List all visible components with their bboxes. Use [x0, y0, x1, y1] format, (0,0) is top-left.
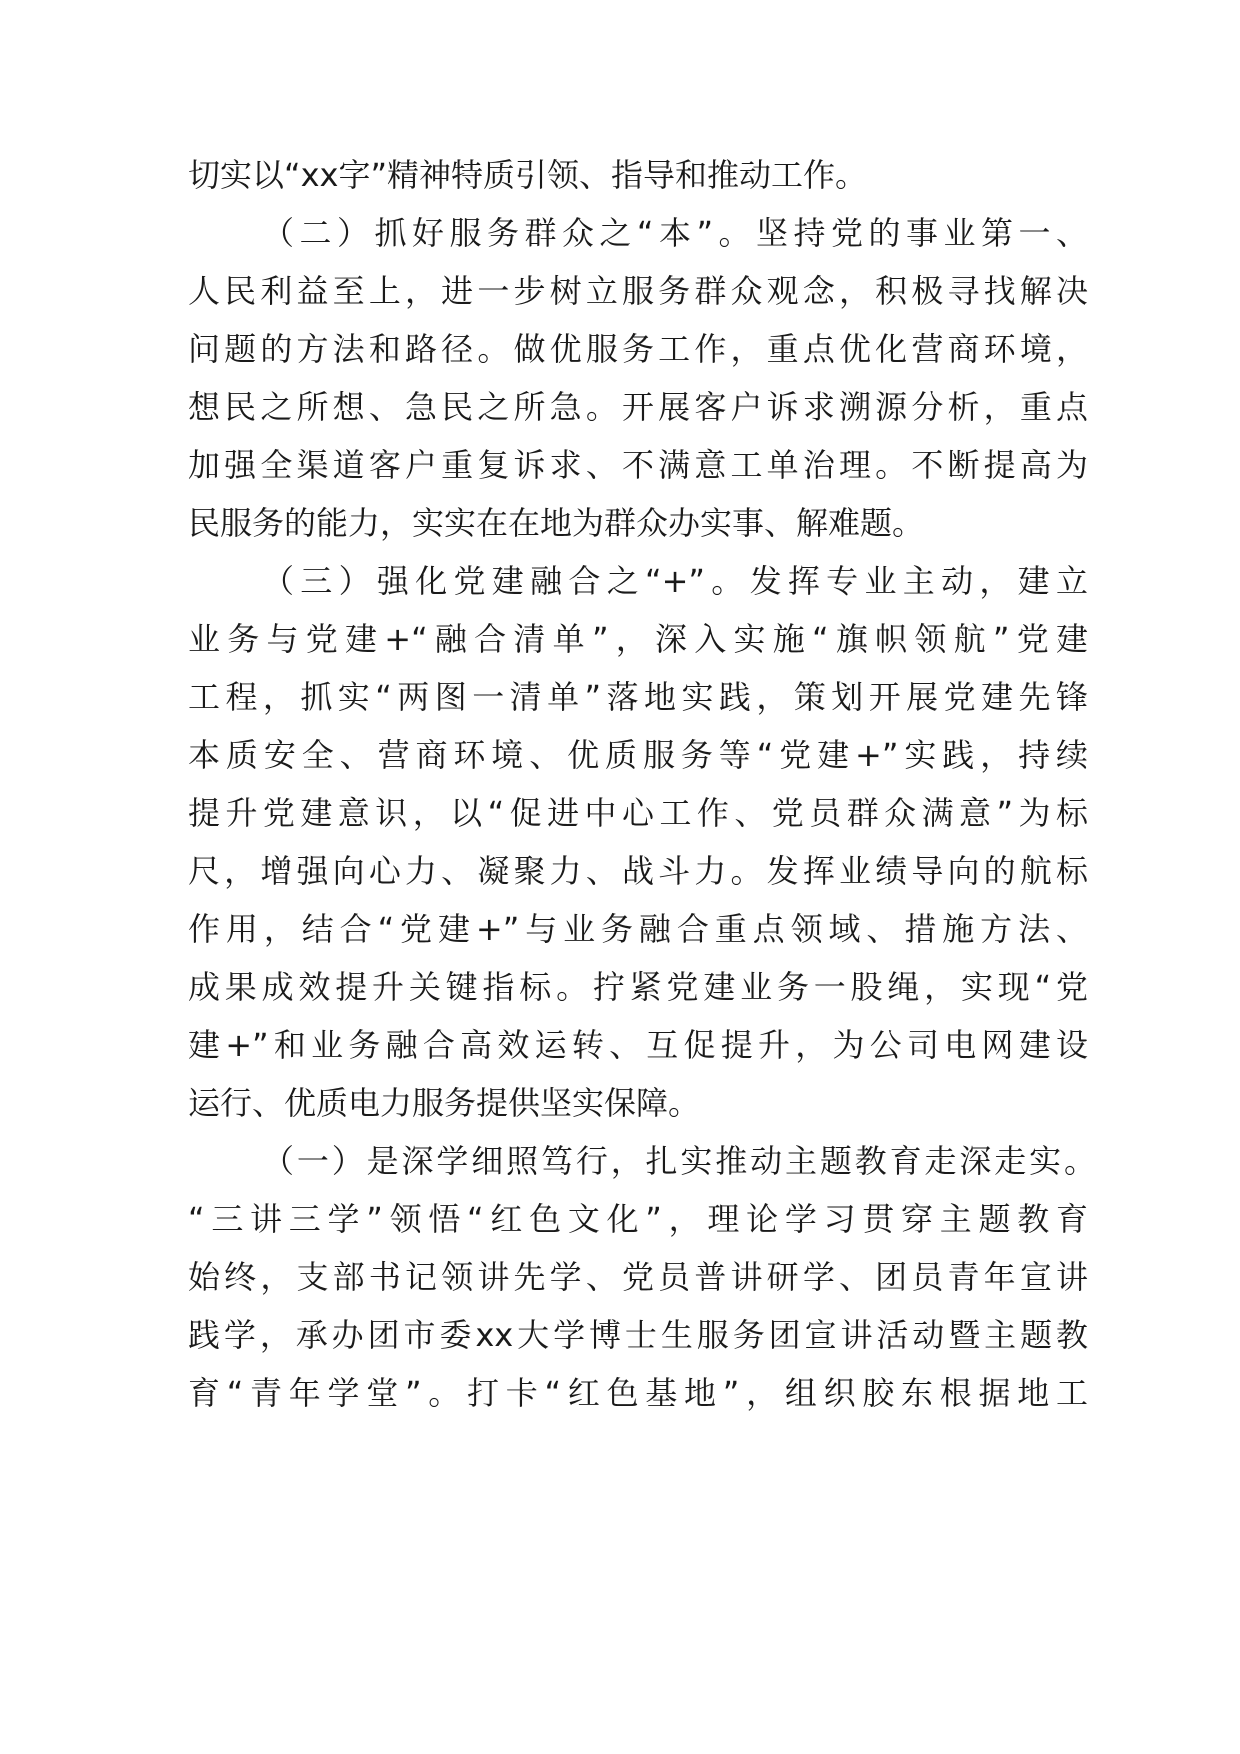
text-line-11: 本质安全、营商环境、优质服务等“党建+”实践，持续 — [188, 736, 1088, 774]
text-line-20: 始终，支部书记领讲先学、党员普讲研学、团员青年宣讲 — [188, 1258, 1088, 1296]
text-line-16: 建+”和业务融合高效运转、互促提升，为公司电网建设 — [188, 1026, 1088, 1064]
section-heading-2: （二）抓好服务群众之“本”。坚持党的事业第一、 — [262, 214, 1088, 252]
text-line-1: 切实以“xx字”精神特质引领、指导和推动工作。 — [188, 156, 868, 194]
text-line-5: 想民之所想、急民之所急。开展客户诉求溯源分析，重点 — [188, 388, 1088, 426]
text-line-7: 民服务的能力，实实在在地为群众办实事、解难题。 — [188, 504, 925, 542]
section-heading-3: （三）强化党建融合之“+”。发挥专业主动，建立 — [262, 562, 1088, 600]
text-line-12: 提升党建意识，以“促进中心工作、党员群众满意”为标 — [188, 794, 1088, 832]
text-line-13: 尺，增强向心力、凝聚力、战斗力。发挥业绩导向的航标 — [188, 852, 1088, 890]
text-line-22: 育“青年学堂”。打卡“红色基地”，组织胶东根据地工 — [188, 1374, 1088, 1412]
text-line-3: 人民利益至上，进一步树立服务群众观念，积极寻找解决 — [188, 272, 1088, 310]
text-line-21: 践学，承办团市委xx大学博士生服务团宣讲活动暨主题教 — [188, 1316, 1088, 1354]
text-line-4: 问题的方法和路径。做优服务工作，重点优化营商环境， — [188, 330, 1088, 368]
text-line-17: 运行、优质电力服务提供坚实保障。 — [188, 1084, 701, 1122]
text-line-10: 工程，抓实“两图一清单”落地实践，策划开展党建先锋 — [188, 678, 1088, 716]
text-line-15: 成果成效提升关键指标。拧紧党建业务一股绳，实现“党 — [188, 968, 1088, 1006]
text-line-6: 加强全渠道客户重复诉求、不满意工单治理。不断提高为 — [188, 446, 1088, 484]
text-line-19: “三讲三学”领悟“红色文化”，理论学习贯穿主题教育 — [188, 1200, 1088, 1238]
section-heading-1: （一）是深学细照笃行，扎实推动主题教育走深走实。 — [262, 1142, 1096, 1180]
text-line-14: 作用，结合“党建+”与业务融合重点领域、措施方法、 — [188, 910, 1088, 948]
text-line-9: 业务与党建+“融合清单”，深入实施“旗帜领航”党建 — [188, 620, 1088, 658]
